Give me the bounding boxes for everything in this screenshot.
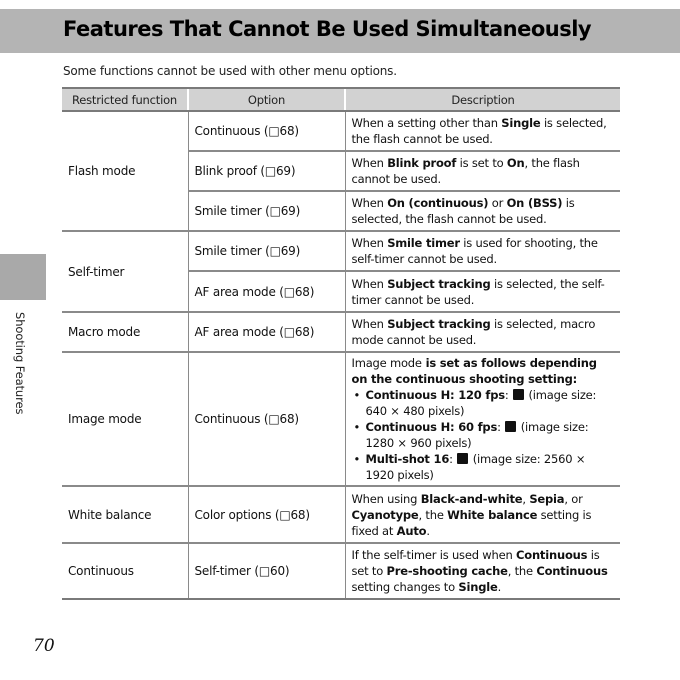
table-header-row — [62, 88, 620, 111]
description-cell: When Subject tracking is selected, the self-timer cannot be used. — [345, 271, 620, 312]
title-bar — [0, 9, 680, 53]
list-item: • Continuous H: 120 fps: (image size: 640 × 480 pixels) — [352, 387, 615, 419]
option-cell: Continuous (□68) — [188, 352, 345, 486]
image-mode-icon — [505, 421, 516, 432]
image-mode-icon — [457, 453, 468, 464]
table-row — [62, 486, 620, 543]
list-item: • Multi-shot 16: (image size: 2560 × 1920 pixels) — [352, 451, 615, 483]
option-cell: Continuous (□68) — [188, 111, 345, 151]
option-cell: Smile timer (□69) — [188, 231, 345, 271]
option-cell: AF area mode (□68) — [188, 271, 345, 312]
option-cell: Color options (□68) — [188, 486, 345, 543]
description-cell: When using Black-and-white, Sepia, or Cyanotype, the White balance setting is fixed at Auto. — [345, 486, 620, 543]
image-mode-intro: Image mode is set as follows depending on the continuous shooting setting: — [351, 356, 597, 386]
restricted-function-cell: White balance — [62, 486, 188, 543]
option-cell: AF area mode (□68) — [188, 312, 345, 352]
description-cell: When Blink proof is set to On, the flash cannot be used. — [345, 151, 620, 191]
page-number: 70 — [33, 636, 55, 656]
header-description: Description — [345, 88, 620, 111]
description-cell: When Smile timer is used for shooting, the self-timer cannot be used. — [345, 231, 620, 271]
restricted-function-cell: Image mode — [62, 352, 188, 486]
description-cell: When Subject tracking is selected, macro mode cannot be used. — [345, 312, 620, 352]
intro-text: Some functions cannot be used with other menu options. — [63, 64, 397, 78]
option-cell: Blink proof (□69) — [188, 151, 345, 191]
restricted-function-cell: Macro mode — [62, 312, 188, 352]
description-cell: If the self-timer is used when Continuous is set to Pre-shooting cache, the Continuous setting changes to Single. — [345, 543, 620, 599]
table-row — [62, 352, 620, 486]
section-label: Shooting Features — [13, 312, 27, 415]
table-row — [62, 111, 620, 151]
option-cell: Smile timer (□69) — [188, 191, 345, 231]
table-row — [62, 231, 620, 271]
header-option: Option — [188, 88, 345, 111]
restrictions-table — [62, 87, 620, 600]
option-cell: Self-timer (□60) — [188, 543, 345, 599]
table-row — [62, 543, 620, 599]
table-row — [62, 312, 620, 352]
description-cell: When a setting other than Single is selected, the flash cannot be used. — [345, 111, 620, 151]
image-mode-list — [352, 387, 615, 483]
description-cell — [345, 352, 620, 486]
image-mode-icon — [513, 389, 524, 400]
header-restricted-function: Restricted function — [62, 88, 188, 111]
page-title: Features That Cannot Be Used Simultaneously — [63, 17, 592, 41]
restricted-function-cell: Self-timer — [62, 231, 188, 312]
section-tab-marker — [0, 254, 46, 300]
list-item: • Continuous H: 60 fps: (image size: 1280 × 960 pixels) — [352, 419, 615, 451]
restricted-function-cell: Continuous — [62, 543, 188, 599]
description-cell: When On (continuous) or On (BSS) is selected, the flash cannot be used. — [345, 191, 620, 231]
restricted-function-cell: Flash mode — [62, 111, 188, 231]
